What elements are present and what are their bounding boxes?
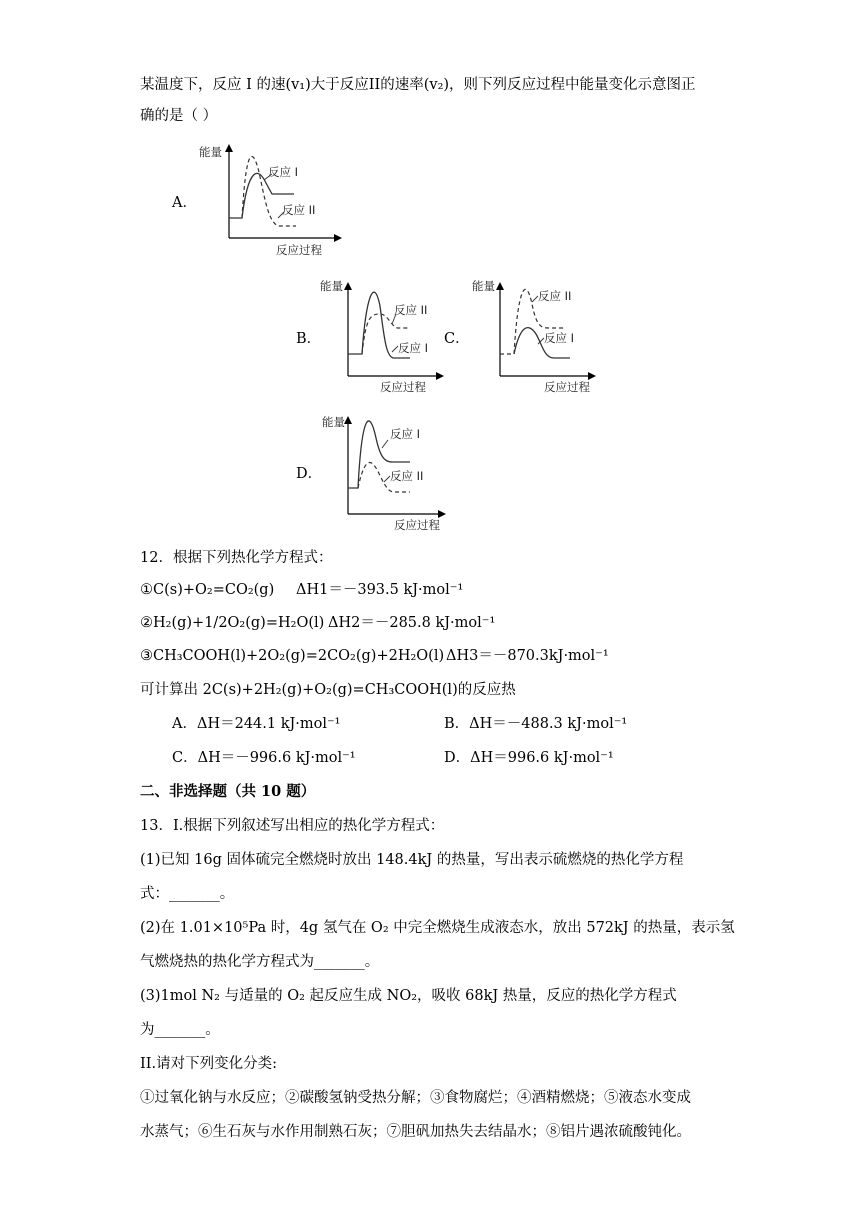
option-c-label: C． [444,331,470,347]
y-axis-label: 能量 [322,415,345,429]
q12-option-a: A．ΔH＝244.1 kJ·mol⁻¹ [172,716,341,732]
q13-list-line1: ①过氧化钠与水反应；②碳酸氢钠受热分解；③食物腐烂；④酒精燃烧；⑤液态水变成 [140,1090,691,1106]
section-title: 二、非选择题（共 10 题） [140,783,316,800]
series-label-2: 反应 II [282,203,316,217]
q12-stem: 12．根据下列热化学方程式： [140,550,333,566]
q13-p2-line1: (2)在 1.01×10⁵Pa 时，4g 氢气在 O₂ 中完全燃烧生成液态水，放出 572kJ 的热量，表示氢 [140,920,735,936]
q13-stem: 13．I.根据下列叙述写出相应的热化学方程式： [140,818,445,834]
q13-p3-line1: (3)1mol N₂ 与适量的 O₂ 起反应生成 NO₂，吸收 68kJ 热量，反应的热化学方程式 [140,988,677,1004]
x-axis-label: 反应过程 [276,243,322,257]
option-a-label: A． [172,195,197,211]
x-axis-label: 反应过程 [380,380,426,394]
q13-p2-line2: 气燃烧热的热化学方程式为_______。 [140,954,380,970]
q13-part2: II.请对下列变化分类: [140,1056,277,1072]
q12-calc: 可计算出 2C(s)+2H₂(g)+O₂(g)=CH₃COOH(l)的反应热 [140,682,516,698]
q13-p1-line2: 式：_______。 [140,886,235,902]
y-axis-label: 能量 [320,279,343,293]
energy-diagram-c [470,276,600,396]
q13-list-line2: 水蒸气；⑥生石灰与水作用制熟石灰；⑦胆矾加热失去结晶水；⑧铝片遇浓硫酸钝化。 [140,1124,691,1140]
q12-option-c: C．ΔH＝－996.6 kJ·mol⁻¹ [172,750,356,766]
q13-p3-line2: 为_______。 [140,1022,220,1038]
q11-stem-line1: 某温度下，反应 I 的速(v₁)大于反应II的速率(v₂)，则下列反应过程中能量变化示意图正 [140,77,696,93]
q12-eq2-reaction: ②H₂(g)+1/2O₂(g)=H₂O(l) [140,615,325,631]
energy-diagram-a [196,138,346,260]
energy-diagram-b [318,276,448,396]
series-label-2: 反应 II [390,469,424,483]
series-label-1: 反应 I [268,165,299,179]
series-label-1: 反应 I [390,427,421,441]
series-label-1: 反应 I [398,341,429,355]
energy-diagram-d [318,410,450,532]
x-axis-label: 反应过程 [544,380,590,394]
q12-eq1-dh: ΔH1＝－393.5 kJ·mol⁻¹ [296,582,464,598]
option-b-label: B． [296,331,322,347]
series-label-1: 反应 I [544,331,575,345]
y-axis-label: 能量 [199,145,222,159]
q12-eq1-reaction: ①C(s)+O₂=CO₂(g) [140,582,275,598]
q13-p1-line1: (1)已知 16g 固体硫完全燃烧时放出 148.4kJ 的热量，写出表示硫燃烧的热化学方程 [140,852,684,868]
q12-option-b: B．ΔH＝－488.3 kJ·mol⁻¹ [444,716,628,732]
q12-eq3-reaction: ③CH₃COOH(l)+2O₂(g)=2CO₂(g)+2H₂O(l) [140,648,445,664]
x-axis-label: 反应过程 [394,518,440,532]
series-label-2: 反应 II [394,303,428,317]
series-label-2: 反应 II [538,289,572,303]
q12-option-d: D．ΔH＝996.6 kJ·mol⁻¹ [444,750,614,766]
y-axis-label: 能量 [472,279,495,293]
q11-stem-line2: 确的是（ ） [140,108,218,124]
q12-eq3-dh: ΔH3＝－870.3kJ·mol⁻¹ [446,648,609,664]
q12-eq2-dh: ΔH2＝－285.8 kJ·mol⁻¹ [328,615,496,631]
option-d-label: D． [296,466,323,482]
